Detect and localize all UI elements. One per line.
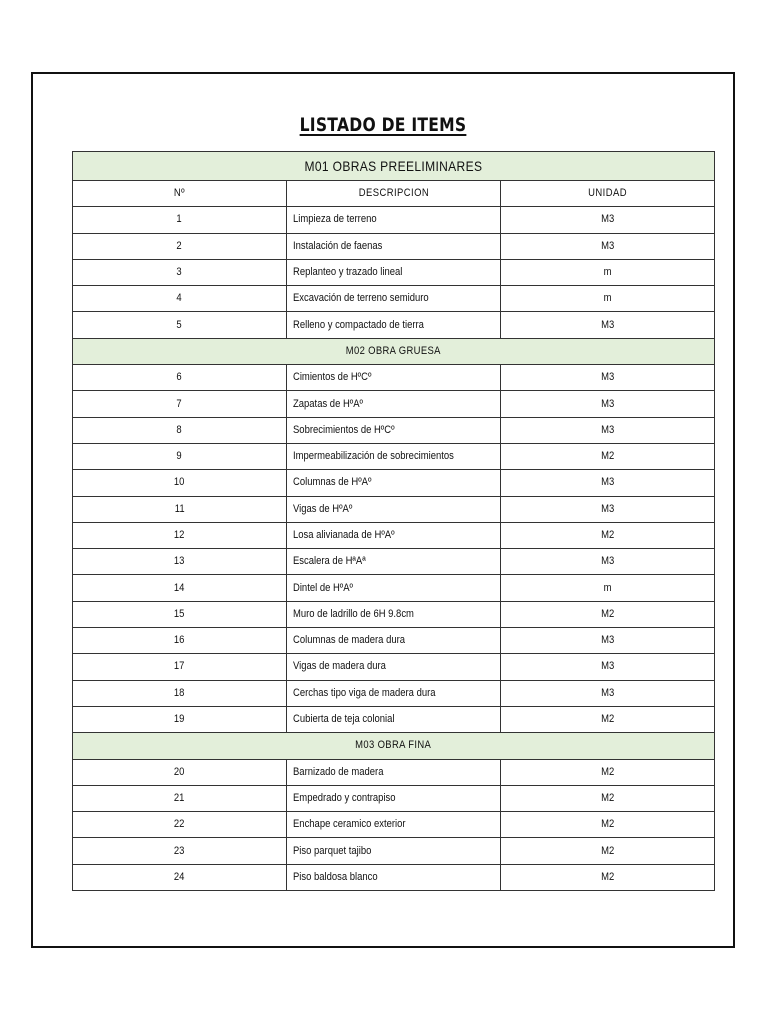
- item-description-text: Enchape ceramico exterior: [293, 818, 406, 831]
- table-row: [73, 864, 715, 890]
- item-description: [287, 654, 501, 680]
- item-number: [73, 391, 287, 417]
- item-number-text: 24: [174, 870, 185, 883]
- item-description-text: Vigas de HºAº: [293, 502, 353, 515]
- item-number: [73, 233, 287, 259]
- document-title-text: LISTADO DE ITEMS: [299, 114, 467, 136]
- item-description: [287, 706, 501, 732]
- item-unit: [501, 654, 715, 680]
- item-description: [287, 522, 501, 548]
- item-number: [73, 785, 287, 811]
- item-description-text: Dintel de HºAº: [293, 581, 354, 594]
- item-unit-text: M3: [600, 423, 615, 436]
- table-row: [73, 259, 715, 285]
- item-number-text: 10: [174, 476, 185, 489]
- item-description: [287, 838, 501, 864]
- item-description-text: Losa alivianada de HºAº: [293, 529, 395, 541]
- table-row: [73, 706, 715, 732]
- item-number: [73, 812, 287, 838]
- item-description: [287, 759, 501, 785]
- item-unit: [501, 864, 715, 890]
- item-number: [73, 575, 287, 601]
- header-num: [73, 181, 287, 207]
- item-unit-text: M3: [600, 318, 615, 331]
- item-unit: [501, 549, 715, 575]
- item-number-text: 3: [176, 266, 183, 279]
- item-description: [287, 259, 501, 285]
- item-description-text: Replanteo y trazado lineal: [293, 266, 403, 279]
- item-description: [287, 391, 501, 417]
- item-description-text: Piso parquet tajibo: [293, 844, 372, 857]
- header-unit-text: UNIDAD: [588, 187, 627, 200]
- item-description: [287, 286, 501, 312]
- item-description: [287, 207, 501, 233]
- document-title: [96, 114, 670, 136]
- item-number: [73, 680, 287, 706]
- item-unit-text: M2: [600, 818, 615, 831]
- table-row: [73, 522, 715, 548]
- item-description-text: Piso baldosa blanco: [293, 870, 378, 883]
- header-description: [287, 181, 501, 207]
- item-number-text: 18: [174, 686, 185, 699]
- item-unit: [501, 522, 715, 548]
- item-number-text: 19: [174, 713, 185, 726]
- item-number-text: 2: [176, 239, 183, 252]
- item-unit-text: M3: [600, 371, 615, 384]
- item-unit-text: M3: [600, 660, 615, 673]
- item-number: [73, 207, 287, 233]
- item-unit: [501, 838, 715, 864]
- item-description: [287, 443, 501, 469]
- item-number: [73, 706, 287, 732]
- item-number: [73, 601, 287, 627]
- item-number-text: 1: [176, 213, 183, 226]
- item-unit-text: M3: [600, 502, 615, 515]
- table-row: [73, 286, 715, 312]
- item-description: [287, 312, 501, 338]
- item-description-text: Vigas de madera dura: [293, 660, 386, 673]
- item-description: [287, 365, 501, 391]
- item-number: [73, 417, 287, 443]
- item-number-text: 12: [174, 529, 185, 541]
- item-number: [73, 286, 287, 312]
- item-unit: [501, 496, 715, 522]
- item-number: [73, 312, 287, 338]
- item-number-text: 11: [174, 502, 185, 515]
- table-row: [73, 470, 715, 496]
- item-description-text: Cubierta de teja colonial: [293, 713, 395, 726]
- table-row: [73, 365, 715, 391]
- item-number-text: 21: [174, 791, 185, 804]
- item-number-text: 7: [176, 397, 183, 410]
- section-title: [73, 338, 715, 364]
- item-description: [287, 785, 501, 811]
- item-unit: [501, 365, 715, 391]
- item-description: [287, 864, 501, 890]
- item-unit-text: M3: [600, 213, 615, 226]
- item-number-text: 14: [174, 581, 185, 594]
- item-unit-text: M3: [600, 634, 615, 647]
- item-description-text: Limpieza de terreno: [293, 213, 377, 226]
- item-unit: [501, 207, 715, 233]
- section-row: [73, 338, 715, 364]
- item-unit: [501, 470, 715, 496]
- item-number: [73, 443, 287, 469]
- item-description-text: Excavación de terreno semiduro: [293, 292, 429, 305]
- item-description-text: Cimientos de HºCº: [293, 371, 372, 384]
- item-description: [287, 549, 501, 575]
- item-unit: [501, 391, 715, 417]
- item-unit: [501, 233, 715, 259]
- item-description-text: Impermeabilización de sobrecimientos: [293, 450, 454, 463]
- table-row: [73, 785, 715, 811]
- item-description: [287, 680, 501, 706]
- item-unit: [501, 706, 715, 732]
- item-number: [73, 496, 287, 522]
- item-description-text: Muro de ladrillo de 6H 9.8cm: [293, 607, 414, 620]
- item-description: [287, 496, 501, 522]
- item-description-text: Zapatas de HºAº: [293, 397, 364, 410]
- header-num-text: Nº: [173, 187, 186, 200]
- table-row: [73, 391, 715, 417]
- item-description-text: Barnizado de madera: [293, 765, 384, 778]
- item-unit-text: M2: [600, 870, 615, 883]
- item-unit: [501, 417, 715, 443]
- table-header-row: [73, 181, 715, 207]
- item-number: [73, 864, 287, 890]
- item-description-text: Columnas de HºAº: [293, 476, 372, 489]
- table-row: [73, 549, 715, 575]
- item-unit: [501, 812, 715, 838]
- item-number: [73, 549, 287, 575]
- item-number-text: 15: [174, 607, 185, 620]
- item-number: [73, 654, 287, 680]
- header-description-text: DESCRIPCION: [358, 187, 429, 200]
- item-number-text: 8: [176, 423, 183, 436]
- item-description: [287, 575, 501, 601]
- item-unit-text: M2: [600, 607, 615, 620]
- item-description-text: Sobrecimientos de HºCº: [293, 423, 395, 436]
- item-unit-text: M2: [600, 791, 615, 804]
- table-row: [73, 496, 715, 522]
- item-number-text: 22: [174, 818, 185, 831]
- section-title-text: M03 OBRA FINA: [355, 739, 432, 752]
- item-number-text: 13: [174, 555, 185, 568]
- item-unit-text: M2: [600, 844, 615, 857]
- item-unit: [501, 312, 715, 338]
- table-row: [73, 233, 715, 259]
- table-row: [73, 654, 715, 680]
- items-table-body: [73, 152, 715, 891]
- item-number-text: 5: [176, 318, 183, 331]
- table-row: [73, 601, 715, 627]
- item-unit-text: m: [603, 292, 612, 305]
- section-title-text: M01 OBRAS PREELIMINARES: [304, 158, 483, 174]
- item-unit-text: M3: [600, 476, 615, 489]
- item-number: [73, 522, 287, 548]
- item-description-text: Instalación de faenas: [293, 239, 383, 252]
- section-title-text: M02 OBRA GRUESA: [345, 344, 442, 357]
- item-unit: [501, 759, 715, 785]
- item-number: [73, 365, 287, 391]
- item-description: [287, 601, 501, 627]
- item-unit-text: M2: [600, 450, 615, 463]
- item-unit-text: M3: [600, 397, 615, 410]
- item-number-text: 23: [174, 844, 185, 857]
- table-row: [73, 312, 715, 338]
- item-description-text: Columnas de madera dura: [293, 634, 406, 647]
- section-row: [73, 152, 715, 181]
- item-unit: [501, 785, 715, 811]
- document-page: [31, 72, 735, 948]
- table-row: [73, 575, 715, 601]
- table-row: [73, 417, 715, 443]
- item-description: [287, 233, 501, 259]
- item-unit-text: M3: [600, 239, 615, 252]
- item-unit-text: M3: [600, 555, 615, 568]
- item-number-text: 16: [174, 634, 185, 647]
- item-unit: [501, 443, 715, 469]
- item-unit-text: m: [603, 266, 612, 279]
- item-unit-text: m: [603, 581, 612, 594]
- section-title: [73, 152, 715, 181]
- table-row: [73, 759, 715, 785]
- item-description-text: Relleno y compactado de tierra: [293, 318, 424, 331]
- item-number: [73, 759, 287, 785]
- table-row: [73, 207, 715, 233]
- item-unit: [501, 680, 715, 706]
- item-description: [287, 628, 501, 654]
- item-number-text: 9: [176, 450, 183, 463]
- item-number: [73, 838, 287, 864]
- item-unit: [501, 575, 715, 601]
- item-description-text: Empedrado y contrapiso: [293, 791, 396, 804]
- item-unit: [501, 628, 715, 654]
- table-row: [73, 812, 715, 838]
- item-unit-text: M2: [600, 529, 615, 541]
- item-unit: [501, 601, 715, 627]
- table-row: [73, 838, 715, 864]
- item-description-text: Escalera de HªAª: [293, 555, 366, 568]
- item-unit: [501, 286, 715, 312]
- item-description: [287, 812, 501, 838]
- item-description-text: Cerchas tipo viga de madera dura: [293, 686, 436, 699]
- item-number-text: 6: [176, 371, 183, 384]
- table-row: [73, 680, 715, 706]
- section-row: [73, 733, 715, 759]
- items-table: [72, 151, 715, 891]
- item-unit-text: M2: [600, 765, 615, 778]
- item-number: [73, 628, 287, 654]
- item-number: [73, 470, 287, 496]
- table-row: [73, 628, 715, 654]
- item-number: [73, 259, 287, 285]
- item-unit: [501, 259, 715, 285]
- item-number-text: 20: [174, 765, 185, 778]
- section-title: [73, 733, 715, 759]
- item-unit-text: M3: [600, 686, 615, 699]
- item-number-text: 4: [176, 292, 183, 305]
- item-description: [287, 417, 501, 443]
- item-unit-text: M2: [600, 713, 615, 726]
- table-row: [73, 443, 715, 469]
- item-number-text: 17: [174, 660, 185, 673]
- header-unit: [501, 181, 715, 207]
- item-description: [287, 470, 501, 496]
